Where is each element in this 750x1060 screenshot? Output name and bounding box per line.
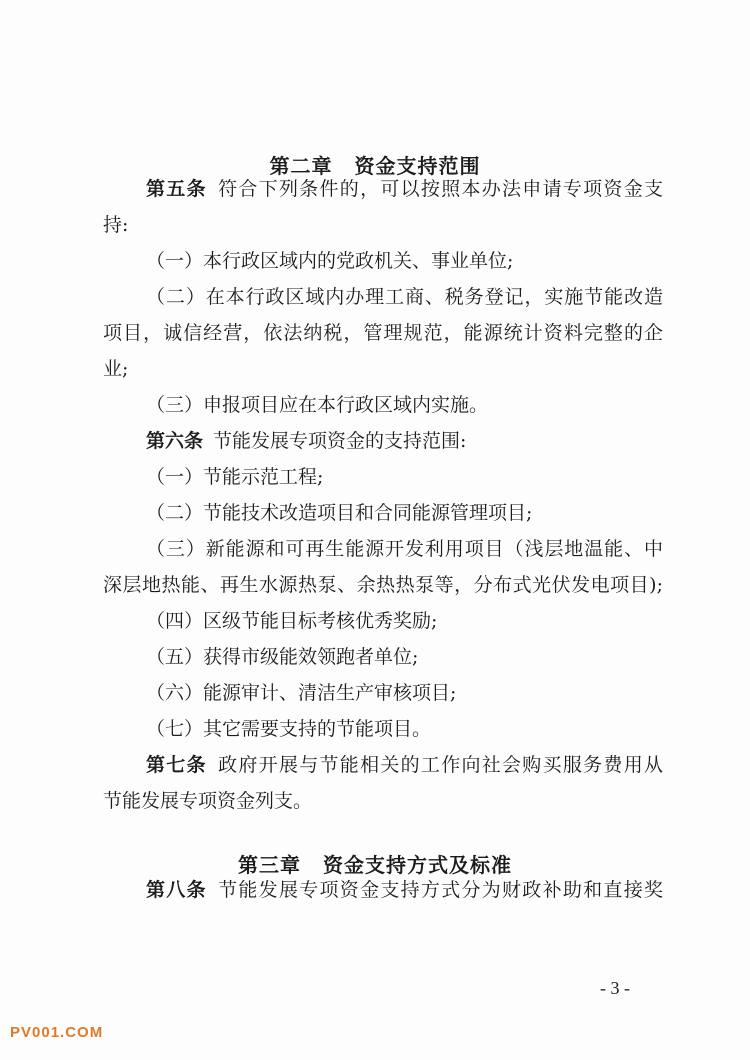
chapter-2-number: 第二章 [269,154,333,178]
article-5-item-2-line-1: （二）在本行政区域内办理工商、税务登记，实施节能改造 [146,286,663,308]
article-6-item-7: （七）其它需要支持的节能项目。 [146,718,432,740]
article-6-item-3-line-1: （三）新能源和可再生能源开发利用项目（浅层地温能、中 [146,538,663,560]
page-number: - 3 - [600,978,630,998]
chapter-3-heading [0,849,750,878]
article-7-line-1 [146,756,663,775]
chapter-2-heading [0,150,750,179]
article-5-item-3: （三）申报项目应在本行政区域内实施。 [146,394,489,416]
article-8-line-1 [146,881,663,900]
article-8-text-1: 节能发展专项资金支持方式分为财政补助和直接奖 [216,879,663,901]
article-7-line-2: 节能发展专项资金列支。 [103,790,313,812]
article-5-item-2-line-2: 项目，诚信经营，依法纳税，管理规范，能源统计资料完整的企 [103,322,663,344]
article-6-text-1: 节能发展专项资金的支持范围: [213,430,467,452]
article-6-item-6: （六）能源审计、清洁生产审核项目; [146,682,457,704]
article-5-item-2-line-3: 业; [103,358,129,380]
chapter-3-number: 第三章 [238,853,301,877]
article-6-label: 第六条 [146,430,204,452]
article-6-item-2: （二）节能技术改造项目和合同能源管理项目; [146,502,533,524]
article-7-text-1: 政府开展与节能相关的工作向社会购买服务费用从 [216,754,663,776]
article-5-item-1: （一）本行政区域内的党政机关、事业单位; [146,250,514,272]
article-8-label: 第八条 [146,879,207,901]
article-6-item-1: （一）节能示范工程; [146,466,324,488]
article-6-item-5: （五）获得市级能效领跑者单位; [146,646,419,668]
site-watermark: PV001.COM [10,1024,104,1041]
article-5-text-1: 符合下列条件的，可以按照本办法申请专项资金支 [216,178,663,200]
article-6-item-3-line-2: 深层地热能、再生水源热泵、余热热泵等，分布式光伏发电项目); [103,574,663,596]
article-7-label: 第七条 [146,754,207,776]
article-5-label: 第五条 [146,178,207,200]
article-6-line-1 [146,432,663,451]
article-5-line-2: 持: [103,214,129,236]
article-5-line-1 [146,180,663,199]
chapter-2-title: 资金支持范围 [354,154,481,178]
chapter-3-title: 资金支持方式及标准 [323,853,512,877]
article-6-item-4: （四）区级节能目标考核优秀奖励; [146,610,438,632]
